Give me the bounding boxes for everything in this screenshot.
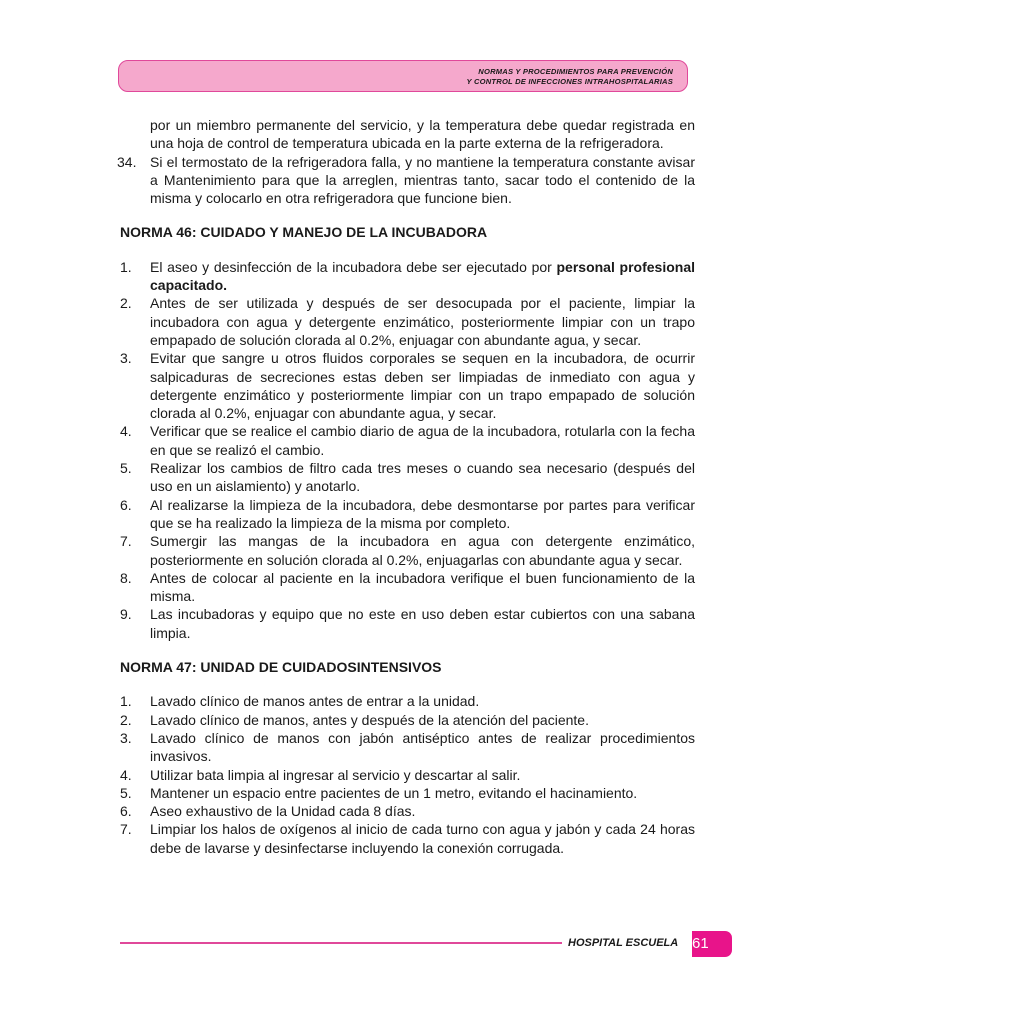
list-item bbox=[120, 820, 695, 857]
list-number: 2. bbox=[120, 295, 132, 312]
list-item bbox=[120, 532, 695, 569]
list-text: Limpiar los halos de oxígenos al inicio de cada turno con agua y jabón y cada 24 horas debe de lavarse y desinfectarse incluyendo la conexión corrugada. bbox=[150, 821, 695, 856]
list-number: 4. bbox=[120, 766, 132, 783]
list-text: Las incubadoras y equipo que no este en uso deben estar cubiertos con una sabana limpia. bbox=[150, 606, 695, 641]
list-number: 1. bbox=[120, 693, 132, 710]
list-text: Lavado clínico de manos antes de entrar a la unidad. bbox=[150, 693, 480, 710]
list-item bbox=[120, 258, 695, 295]
list-number: 5. bbox=[120, 460, 132, 477]
list-number: 6. bbox=[120, 496, 132, 513]
list-text: Verificar que se realice el cambio diario de agua de la incubadora, rotularla con la fecha en que se realizó el cambio. bbox=[150, 423, 695, 458]
list-number: 3. bbox=[120, 729, 132, 746]
list-text-bold: personal profesional capacitado. bbox=[150, 258, 695, 294]
list-item bbox=[120, 729, 695, 766]
list-number: 2. bbox=[120, 711, 132, 728]
list-number: 34. bbox=[117, 153, 137, 170]
list-item bbox=[120, 349, 695, 422]
list-item bbox=[120, 605, 695, 642]
list-number: 8. bbox=[120, 569, 132, 586]
list-number: 9. bbox=[120, 606, 132, 623]
list-text: Mantener un espacio entre pacientes de un 1 metro, evitando el hacinamiento. bbox=[150, 784, 638, 801]
list-item bbox=[120, 422, 695, 459]
list-text: El aseo y desinfección de la incubadora debe ser ejecutado por bbox=[150, 258, 557, 275]
list-text: Realizar los cambios de filtro cada tres meses o cuando sea necesario (después del uso en un aislamiento) y anotarlo. bbox=[150, 460, 695, 495]
list-item bbox=[120, 766, 695, 784]
section-heading-norma-46: NORMA 46: CUIDADO Y MANEJO DE LA INCUBADORA bbox=[120, 224, 488, 241]
list-item bbox=[120, 711, 695, 729]
list-item bbox=[120, 459, 695, 496]
document-body bbox=[117, 116, 695, 857]
list-text: Utilizar bata limpia al ingresar al servicio y descartar al salir. bbox=[150, 766, 521, 783]
list-item bbox=[120, 569, 695, 606]
list-item bbox=[120, 784, 695, 802]
list-text: Evitar que sangre u otros fluidos corporales se sequen en la incubadora, de ocurrir salpicaduras de secreciones estas deben ser limpiadas de inmediato con agua y detergente enzimático y posteriormente limpiar con un trapo empapado de solución clorada al 0.2%, enjuagar con abundante agua, y secar. bbox=[150, 350, 695, 422]
footer-label: HOSPITAL ESCUELA bbox=[568, 937, 679, 949]
list-text: Al realizarse la limpieza de la incubadora, debe desmontarse por partes para verificar que se ha realizado la limpieza de la misma por completo. bbox=[150, 496, 695, 531]
list-item bbox=[120, 802, 695, 820]
list-text: Lavado clínico de manos con jabón antiséptico antes de realizar procedimientos invasivos. bbox=[150, 729, 695, 765]
list-text: Sumergir las mangas de la incubadora en agua con detergente enzimático, posteriormente en solución clorada al 0.2%, enjuagarlas con abundante agua y secar. bbox=[150, 533, 695, 568]
section-heading-norma-47: NORMA 47: UNIDAD DE CUIDADOSINTENSIVOS bbox=[120, 659, 442, 676]
list-text: Aseo exhaustivo de la Unidad cada 8 días. bbox=[150, 803, 416, 820]
list-number: 7. bbox=[120, 821, 132, 838]
list-item-34 bbox=[117, 153, 695, 208]
list-item bbox=[120, 692, 695, 710]
list-number: 5. bbox=[120, 784, 132, 801]
header-title-line-2: Y CONTROL DE INFECCIONES INTRAHOSPITALARIAS bbox=[466, 77, 673, 86]
list-item bbox=[120, 294, 695, 349]
list-text: Antes de colocar al paciente en la incubadora verifique el buen funcionamiento de la misma. bbox=[150, 569, 695, 605]
header-banner bbox=[118, 60, 688, 92]
page-number-badge: 61 bbox=[692, 931, 732, 957]
list-number: 6. bbox=[120, 803, 132, 820]
continuation-paragraph: por un miembro permanente del servicio, y la temperatura debe quedar registrada en una hoja de control de temperatura ubicada en la parte externa de la refrigeradora. bbox=[150, 117, 695, 152]
list-number: 4. bbox=[120, 423, 132, 440]
list-number: 7. bbox=[120, 533, 132, 550]
list-number: 3. bbox=[120, 350, 132, 367]
list-number: 1. bbox=[120, 258, 132, 275]
list-item bbox=[120, 496, 695, 533]
header-title-line-1: NORMAS Y PROCEDIMIENTOS PARA PREVENCIÓN bbox=[478, 67, 673, 76]
list-text: Antes de ser utilizada y después de ser desocupada por el paciente, limpiar la incubadora con agua y detergente enzimático, posteriormente limpiar con un trapo empapado de solución clorada al 0.2%, enjuagar con abundante agua, y secar. bbox=[150, 295, 695, 348]
list-text: Lavado clínico de manos, antes y después de la atención del paciente. bbox=[150, 711, 589, 728]
list-text: Si el termostato de la refrigeradora falla, y no mantiene la temperatura constante avisar a Mantenimiento para que la arreglen, mientras tanto, sacar todo el contenido de la misma y colocarlo en otra refrigeradora que funcione bien. bbox=[150, 153, 695, 207]
footer-rule bbox=[120, 942, 562, 944]
